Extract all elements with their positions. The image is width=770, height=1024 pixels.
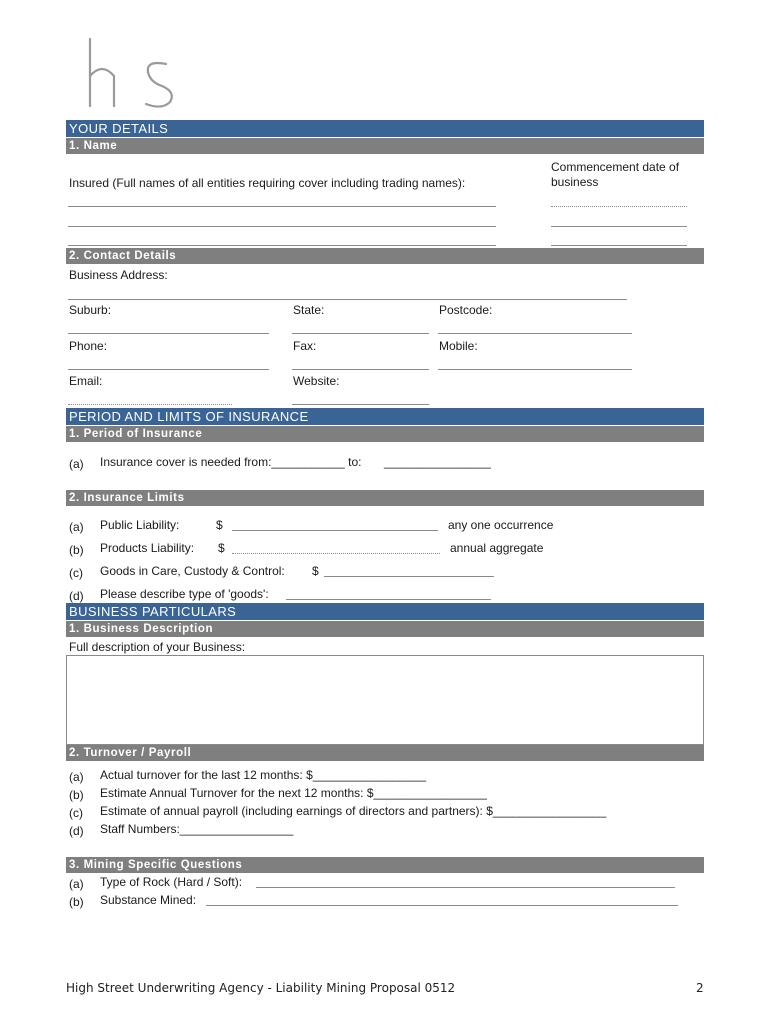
website-line[interactable] — [292, 404, 429, 405]
business-particulars-header: BUSINESS PARTICULARS — [66, 603, 704, 620]
turnover-d-marker: (d) — [69, 824, 84, 838]
products-liability-dollar: $ — [218, 541, 225, 555]
products-liability-suffix: annual aggregate — [450, 541, 544, 555]
commencement-label: Commencement date of — [551, 160, 680, 174]
period-from-label: Insurance cover is needed from:___________ to: — [100, 455, 362, 469]
annual-payroll-field[interactable]: Estimate of annual payroll (including earnings of directors and partners): $_________________ — [100, 804, 607, 818]
products-liability-label: Products Liability: — [100, 541, 195, 555]
business-address-label: Business Address: — [69, 268, 168, 282]
turnover-c-marker: (c) — [69, 806, 83, 820]
commencement-date-line-1[interactable] — [551, 206, 687, 207]
goods-care-dollar: $ — [312, 564, 319, 578]
public-liability-dollar: $ — [216, 518, 223, 532]
suburb-label: Suburb: — [69, 303, 112, 317]
phone-label: Phone: — [69, 339, 108, 353]
turnover-a-marker: (a) — [69, 770, 84, 784]
fax-label: Fax: — [293, 339, 317, 353]
public-liability-suffix: any one occurrence — [448, 518, 554, 532]
commencement-date-line-2[interactable] — [551, 226, 687, 227]
footer-doc-title: High Street Underwriting Agency - Liability Mining Proposal 0512 — [66, 981, 456, 995]
commencement-date-line-3[interactable] — [551, 245, 687, 246]
contact-section-header: 2. Contact Details — [66, 248, 704, 264]
postcode-label: Postcode: — [439, 303, 493, 317]
phone-line[interactable] — [68, 369, 269, 370]
rock-type-field[interactable] — [256, 887, 675, 888]
business-description-header: 1. Business Description — [66, 621, 704, 637]
email-label: Email: — [69, 374, 103, 388]
postcode-line[interactable] — [438, 333, 632, 334]
public-liability-field[interactable] — [232, 530, 438, 531]
business-description-box[interactable] — [66, 655, 704, 745]
turnover-section-header: 2. Turnover / Payroll — [66, 745, 704, 761]
insured-name-line-3[interactable] — [68, 245, 496, 246]
goods-care-field[interactable] — [324, 576, 494, 577]
public-liability-label: Public Liability: — [100, 518, 180, 532]
turnover-b-marker: (b) — [69, 788, 84, 802]
suburb-line[interactable] — [68, 333, 269, 334]
commencement-label-2: business — [551, 175, 599, 189]
actual-turnover-field[interactable]: Actual turnover for the last 12 months: $_________________ — [100, 768, 427, 782]
estimated-turnover-field[interactable]: Estimate Annual Turnover for the next 12 months: $_________________ — [100, 786, 487, 800]
business-description-label: Full description of your Business: — [69, 640, 246, 654]
mining-b-marker: (b) — [69, 895, 84, 909]
name-section-header: 1. Name — [66, 138, 704, 154]
insured-name-line-1[interactable] — [68, 206, 496, 207]
your-details-header: YOUR DETAILS — [66, 120, 704, 137]
period-section-header: 1. Period of Insurance — [66, 426, 704, 442]
substance-mined-field[interactable] — [206, 905, 678, 906]
period-a-marker: (a) — [69, 457, 84, 471]
products-liability-field[interactable] — [232, 553, 440, 554]
fax-line[interactable] — [292, 369, 429, 370]
limit-a-marker: (a) — [69, 520, 84, 534]
period-to-field[interactable]: ________________ — [384, 455, 491, 469]
limit-d-marker: (d) — [69, 589, 84, 603]
state-line[interactable] — [292, 333, 429, 334]
mobile-label: Mobile: — [439, 339, 478, 353]
mining-section-header: 3. Mining Specific Questions — [66, 857, 704, 873]
staff-numbers-field[interactable]: Staff Numbers:_________________ — [100, 822, 294, 836]
mobile-line[interactable] — [438, 369, 632, 370]
business-address-line[interactable] — [68, 299, 627, 300]
page-number: 2 — [696, 981, 704, 995]
state-label: State: — [293, 303, 325, 317]
goods-type-field[interactable] — [286, 599, 491, 600]
rock-type-label: Type of Rock (Hard / Soft): — [100, 875, 243, 889]
substance-mined-label: Substance Mined: — [100, 893, 197, 907]
limits-section-header: 2. Insurance Limits — [66, 490, 704, 506]
period-limits-header: PERIOD AND LIMITS OF INSURANCE — [66, 408, 704, 425]
website-label: Website: — [293, 374, 340, 388]
email-line[interactable] — [68, 404, 232, 405]
mining-a-marker: (a) — [69, 877, 84, 891]
limit-b-marker: (b) — [69, 543, 84, 557]
insured-label: Insured (Full names of all entities requiring cover including trading names): — [69, 176, 466, 190]
goods-care-label: Goods in Care, Custody & Control: — [100, 564, 285, 578]
hs-monogram-logo — [84, 36, 180, 110]
goods-type-label: Please describe type of 'goods': — [100, 587, 269, 601]
limit-c-marker: (c) — [69, 566, 83, 580]
insured-name-line-2[interactable] — [68, 226, 496, 227]
